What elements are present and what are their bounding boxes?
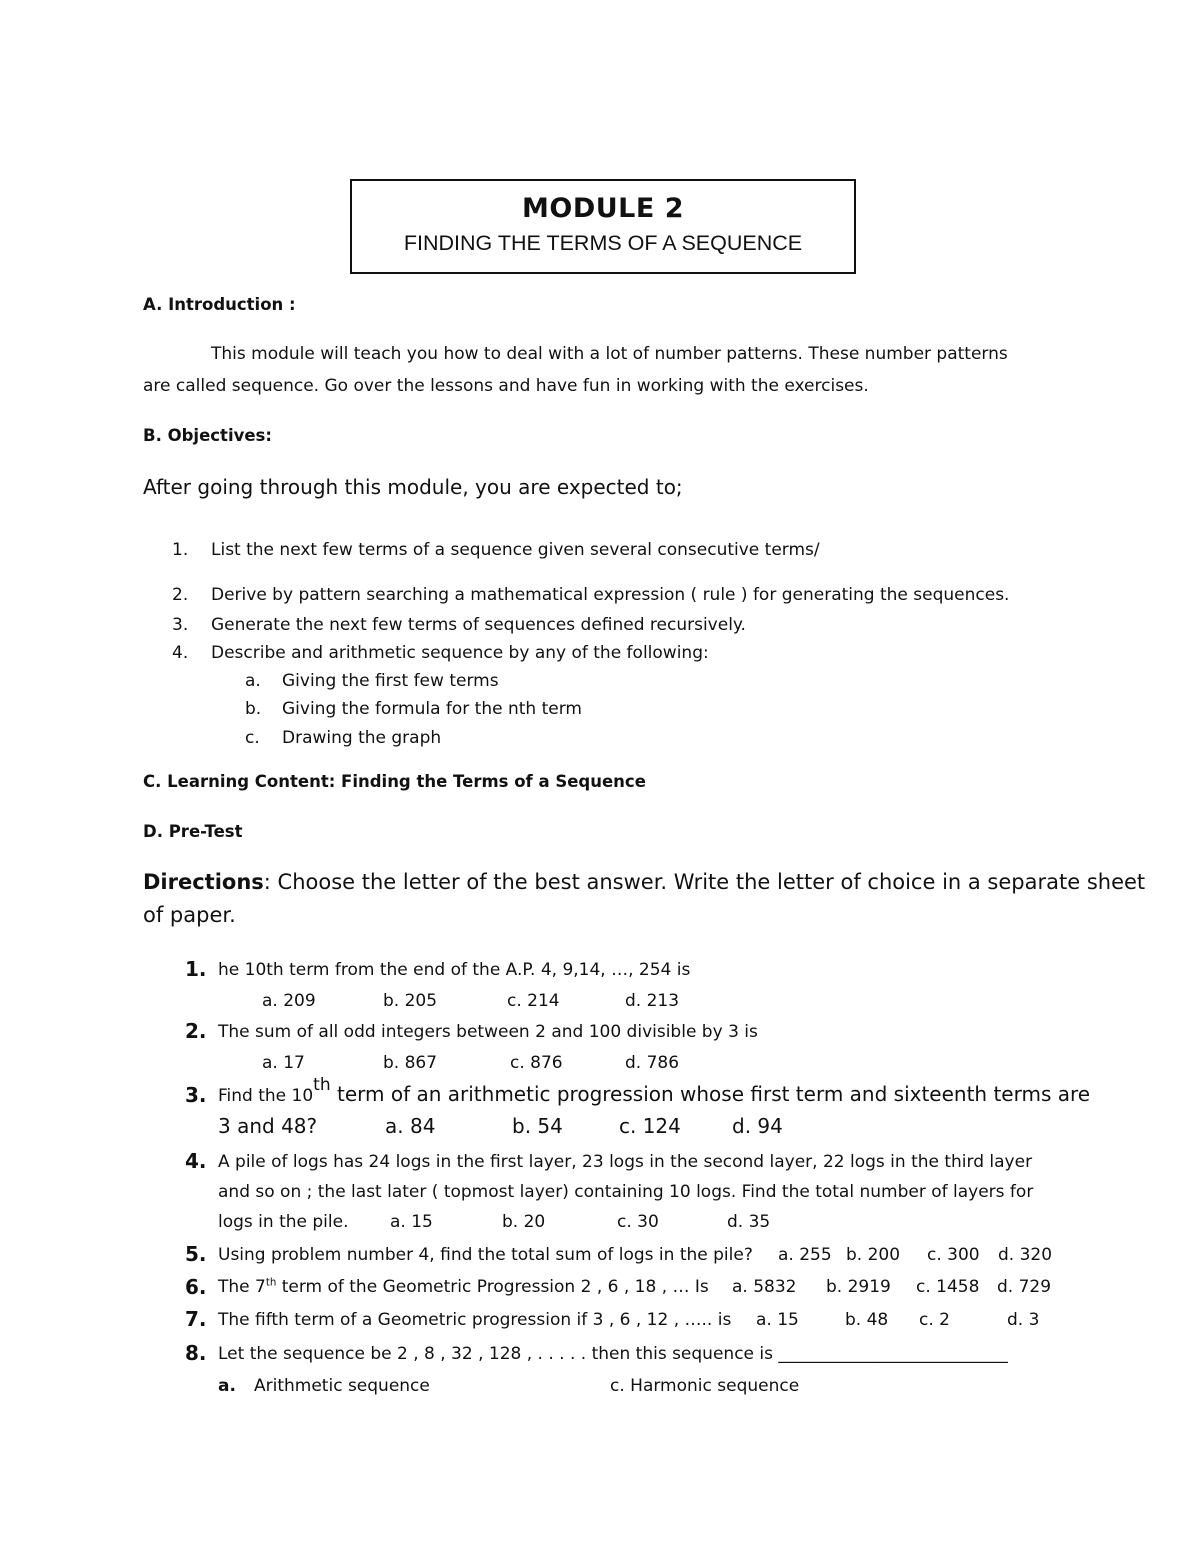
- question-number: 3.: [185, 1083, 207, 1107]
- pretest-heading: D. Pre-Test: [143, 822, 243, 841]
- answer-choice: a. 5832: [732, 1277, 797, 1297]
- answer-choice: b. 54: [512, 1114, 563, 1138]
- question-text: Let the sequence be 2 , 8 , 32 , 128 , . . . . . then this sequence is ___________________________: [218, 1344, 1008, 1364]
- answer-choice: b. 867: [383, 1053, 438, 1073]
- answer-choice: b. 2919: [826, 1277, 891, 1297]
- answer-choice: d. 213: [625, 991, 680, 1011]
- introduction-heading: A. Introduction :: [143, 295, 296, 314]
- directions-text: : Choose the letter of the best answer. Write the letter of choice in a separate sheet: [263, 870, 1146, 894]
- question-number: 7.: [185, 1307, 207, 1331]
- question-number: 4.: [185, 1149, 207, 1173]
- module-title-box: [350, 179, 856, 274]
- objective-subitem-letter: c.: [245, 728, 260, 748]
- question-text: [218, 1277, 709, 1297]
- introduction-line-2: are called sequence. Go over the lessons and have fun in working with the exercises.: [143, 376, 869, 396]
- answer-choice: c. 214: [507, 991, 560, 1011]
- answer-choice: d. 320: [998, 1245, 1053, 1265]
- answer-choice: a. 15: [390, 1212, 433, 1232]
- answer-choice: a. 209: [262, 991, 316, 1011]
- question-text-line-3: logs in the pile.: [218, 1212, 349, 1232]
- answer-choice: d. 786: [625, 1053, 680, 1073]
- question-text-line-2: and so on ; the last later ( topmost layer) containing 10 logs. Find the total number of layers for: [218, 1182, 1034, 1202]
- answer-choice: c. 30: [617, 1212, 659, 1232]
- answer-choice-letter: a.: [218, 1376, 236, 1396]
- question-text-part: The 7: [218, 1277, 266, 1297]
- question-text-line-1: A pile of logs has 24 logs in the first layer, 23 logs in the second layer, 22 logs in the third layer: [218, 1152, 1033, 1172]
- question-text: he 10th term from the end of the A.P. 4, 9,14, …, 254 is: [218, 960, 691, 980]
- answer-choice: b. 205: [383, 991, 438, 1011]
- answer-choice: c. 876: [510, 1053, 563, 1073]
- answer-choice: b. 200: [846, 1245, 901, 1265]
- objective-text: List the next few terms of a sequence given several consecutive terms/: [211, 540, 820, 560]
- answer-choice: b. 20: [502, 1212, 546, 1232]
- answer-choice: d. 35: [727, 1212, 771, 1232]
- objective-subitem-text: Giving the formula for the nth term: [282, 699, 582, 719]
- question-text-part: term of an arithmetic progression whose first term and sixteenth terms are: [330, 1082, 1091, 1106]
- question-number: 5.: [185, 1242, 207, 1266]
- question-number: 8.: [185, 1341, 207, 1365]
- module-title: MODULE 2: [522, 193, 684, 224]
- objectives-heading: B. Objectives:: [143, 426, 272, 445]
- question-text-line-2: 3 and 48?: [218, 1114, 318, 1138]
- module-subtitle: FINDING THE TERMS OF A SEQUENCE: [403, 231, 803, 255]
- learning-content-heading: C. Learning Content: Finding the Terms of a Sequence: [143, 772, 646, 791]
- objective-number: 4.: [172, 643, 189, 663]
- answer-choice: c. 124: [619, 1114, 681, 1138]
- objective-number: 2.: [172, 585, 189, 605]
- objective-number: 1.: [172, 540, 189, 560]
- answer-choice: c. Harmonic sequence: [610, 1376, 800, 1396]
- objective-text: Describe and arithmetic sequence by any of the following:: [211, 643, 709, 663]
- answer-choice: Arithmetic sequence: [254, 1376, 430, 1396]
- objective-subitem-letter: b.: [245, 699, 262, 719]
- answer-choice: a. 15: [756, 1310, 799, 1330]
- directions-line-2: of paper.: [143, 903, 236, 927]
- objective-text: Derive by pattern searching a mathematical expression ( rule ) for generating the sequences.: [211, 585, 1010, 605]
- answer-choice: a. 84: [385, 1114, 436, 1138]
- question-number: 1.: [185, 957, 207, 981]
- answer-choice: c. 300: [927, 1245, 980, 1265]
- directions-line-1: [143, 870, 1145, 894]
- superscript: th: [265, 1277, 277, 1289]
- answer-choice: a. 255: [778, 1245, 832, 1265]
- objective-subitem-text: Drawing the graph: [282, 728, 442, 748]
- answer-choice: d. 94: [732, 1114, 783, 1138]
- question-text: Using problem number 4, find the total sum of logs in the pile?: [218, 1245, 753, 1265]
- answer-choice: b. 48: [845, 1310, 889, 1330]
- question-number: 2.: [185, 1019, 207, 1043]
- introduction-line-1: This module will teach you how to deal with a lot of number patterns. These number patterns: [211, 344, 1008, 364]
- objective-subitem-letter: a.: [245, 671, 261, 691]
- answer-choice: d. 729: [997, 1277, 1052, 1297]
- question-text: [218, 1074, 1091, 1106]
- question-text-part: Find the 10: [218, 1086, 314, 1106]
- superscript: th: [313, 1074, 331, 1095]
- answer-choice: c. 2: [919, 1310, 950, 1330]
- question-text-part: term of the Geometric Progression 2 , 6 , 18 , … Is: [276, 1277, 709, 1297]
- objective-text: Generate the next few terms of sequences defined recursively.: [211, 615, 746, 635]
- objective-number: 3.: [172, 615, 189, 635]
- objective-subitem-text: Giving the first few terms: [282, 671, 499, 691]
- answer-choice: c. 1458: [916, 1277, 980, 1297]
- directions-label: Directions: [143, 870, 264, 894]
- answer-choice: a. 17: [262, 1053, 305, 1073]
- question-text: The fifth term of a Geometric progression if 3 , 6 , 12 , ….. is: [218, 1310, 732, 1330]
- objectives-lead: After going through this module, you are expected to;: [143, 475, 683, 499]
- question-number: 6.: [185, 1275, 207, 1299]
- answer-choice: d. 3: [1007, 1310, 1040, 1330]
- question-text: The sum of all odd integers between 2 and 100 divisible by 3 is: [218, 1022, 758, 1042]
